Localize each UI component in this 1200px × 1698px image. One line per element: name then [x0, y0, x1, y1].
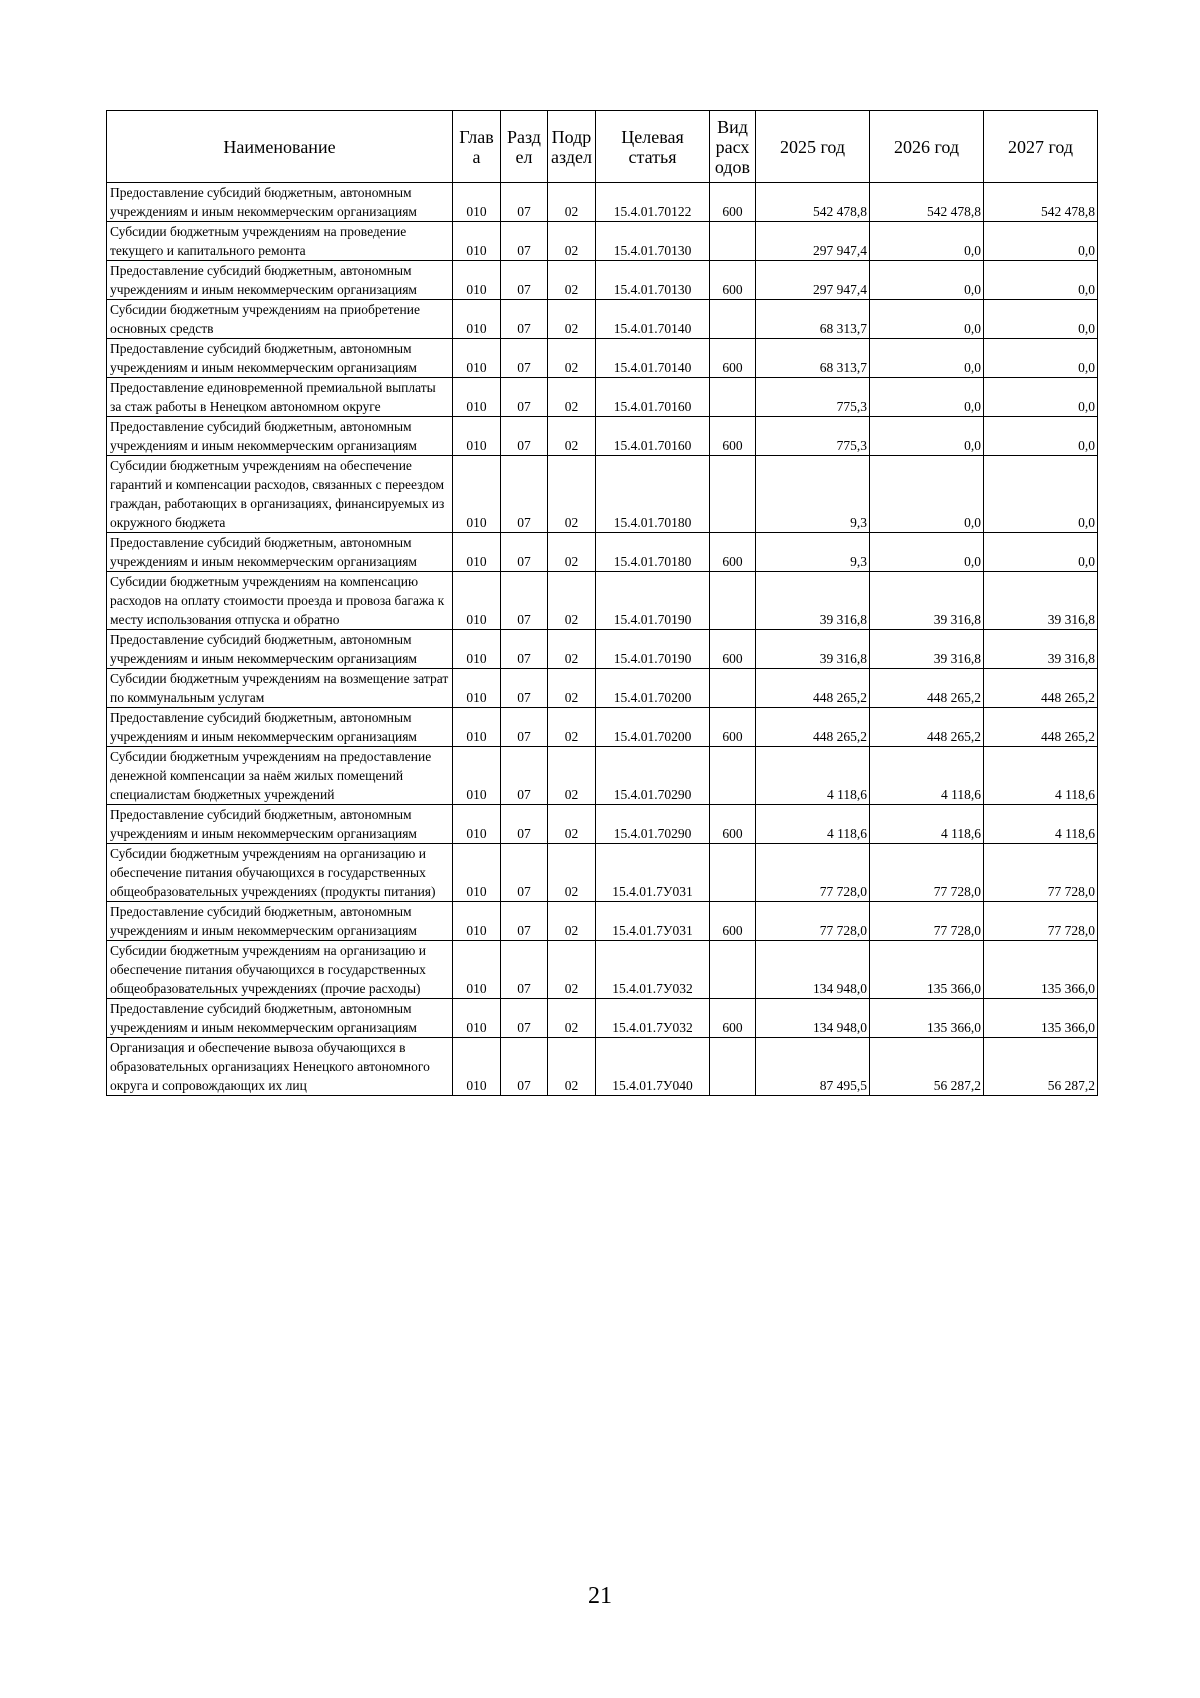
cell-2027: 135 366,0 — [984, 941, 1098, 999]
cell-name: Предоставление субсидий бюджетным, автономным учреждениям и иным некоммерческим организациям — [107, 708, 453, 747]
cell-2025: 4 118,6 — [756, 805, 870, 844]
cell-glava: 010 — [453, 747, 501, 805]
cell-2026: 39 316,8 — [870, 630, 984, 669]
cell-2026: 0,0 — [870, 417, 984, 456]
cell-2027: 0,0 — [984, 261, 1098, 300]
cell-glava: 010 — [453, 533, 501, 572]
cell-razdel: 07 — [501, 1038, 548, 1096]
cell-name: Предоставление субсидий бюджетным, автономным учреждениям и иным некоммерческим организациям — [107, 902, 453, 941]
cell-razdel: 07 — [501, 456, 548, 533]
cell-statya: 15.4.01.70180 — [596, 533, 710, 572]
cell-2026: 0,0 — [870, 533, 984, 572]
column-header-podrazdel: Подр аздел — [548, 111, 596, 183]
cell-2027: 0,0 — [984, 456, 1098, 533]
cell-2025: 134 948,0 — [756, 999, 870, 1038]
cell-razdel: 07 — [501, 339, 548, 378]
cell-podrazdel: 02 — [548, 1038, 596, 1096]
table-row — [107, 902, 1098, 941]
cell-2027: 542 478,8 — [984, 183, 1098, 222]
cell-glava: 010 — [453, 339, 501, 378]
cell-vid: 600 — [710, 533, 756, 572]
cell-vid — [710, 747, 756, 805]
cell-2026: 0,0 — [870, 300, 984, 339]
cell-2027: 0,0 — [984, 533, 1098, 572]
table-body — [107, 183, 1098, 1096]
cell-razdel: 07 — [501, 300, 548, 339]
cell-name: Субсидии бюджетным учреждениям на проведение текущего и капитального ремонта — [107, 222, 453, 261]
cell-vid — [710, 572, 756, 630]
cell-statya: 15.4.01.70200 — [596, 669, 710, 708]
cell-razdel: 07 — [501, 902, 548, 941]
column-header-2027: 2027 год — [984, 111, 1098, 183]
cell-2027: 4 118,6 — [984, 747, 1098, 805]
cell-statya: 15.4.01.7У032 — [596, 999, 710, 1038]
cell-razdel: 07 — [501, 999, 548, 1038]
cell-2025: 134 948,0 — [756, 941, 870, 999]
cell-podrazdel: 02 — [548, 300, 596, 339]
table-row — [107, 708, 1098, 747]
cell-podrazdel: 02 — [548, 902, 596, 941]
table-row — [107, 630, 1098, 669]
cell-2025: 775,3 — [756, 417, 870, 456]
cell-podrazdel: 02 — [548, 339, 596, 378]
cell-name: Субсидии бюджетным учреждениям на приобретение основных средств — [107, 300, 453, 339]
cell-2027: 0,0 — [984, 339, 1098, 378]
cell-name: Предоставление субсидий бюджетным, автономным учреждениям и иным некоммерческим организациям — [107, 261, 453, 300]
table-row — [107, 222, 1098, 261]
cell-2025: 87 495,5 — [756, 1038, 870, 1096]
table-row — [107, 300, 1098, 339]
cell-razdel: 07 — [501, 417, 548, 456]
cell-vid — [710, 456, 756, 533]
cell-statya: 15.4.01.70140 — [596, 339, 710, 378]
table-row — [107, 183, 1098, 222]
cell-razdel: 07 — [501, 844, 548, 902]
cell-statya: 15.4.01.7У031 — [596, 902, 710, 941]
cell-2026: 0,0 — [870, 339, 984, 378]
cell-name: Субсидии бюджетным учреждениям на предоставление денежной компенсации за наём жилых помещений специалистам бюджетных учреждений — [107, 747, 453, 805]
cell-glava: 010 — [453, 183, 501, 222]
cell-2025: 297 947,4 — [756, 222, 870, 261]
column-header-vid: Вид расх одов — [710, 111, 756, 183]
cell-2025: 775,3 — [756, 378, 870, 417]
cell-glava: 010 — [453, 941, 501, 999]
page-number: 21 — [588, 1583, 612, 1609]
cell-razdel: 07 — [501, 747, 548, 805]
cell-2026: 135 366,0 — [870, 941, 984, 999]
cell-razdel: 07 — [501, 630, 548, 669]
cell-2025: 542 478,8 — [756, 183, 870, 222]
cell-2026: 39 316,8 — [870, 572, 984, 630]
cell-statya: 15.4.01.70190 — [596, 630, 710, 669]
cell-vid: 600 — [710, 339, 756, 378]
cell-2026: 56 287,2 — [870, 1038, 984, 1096]
cell-vid — [710, 844, 756, 902]
cell-vid: 600 — [710, 183, 756, 222]
cell-statya: 15.4.01.70160 — [596, 417, 710, 456]
cell-name: Предоставление субсидий бюджетным, автономным учреждениям и иным некоммерческим организациям — [107, 339, 453, 378]
cell-name: Субсидии бюджетным учреждениям на возмещение затрат по коммунальным услугам — [107, 669, 453, 708]
cell-glava: 010 — [453, 378, 501, 417]
cell-name: Предоставление субсидий бюджетным, автономным учреждениям и иным некоммерческим организациям — [107, 183, 453, 222]
cell-2025: 39 316,8 — [756, 630, 870, 669]
table-row — [107, 533, 1098, 572]
cell-2025: 68 313,7 — [756, 339, 870, 378]
cell-vid: 600 — [710, 630, 756, 669]
cell-glava: 010 — [453, 844, 501, 902]
cell-2026: 0,0 — [870, 456, 984, 533]
cell-razdel: 07 — [501, 941, 548, 999]
column-header-name: Наименование — [107, 111, 453, 183]
cell-name: Предоставление субсидий бюджетным, автономным учреждениям и иным некоммерческим организациям — [107, 533, 453, 572]
column-header-statya: Целевая статья — [596, 111, 710, 183]
cell-statya: 15.4.01.70290 — [596, 805, 710, 844]
cell-glava: 010 — [453, 630, 501, 669]
cell-razdel: 07 — [501, 378, 548, 417]
cell-statya: 15.4.01.70130 — [596, 261, 710, 300]
cell-name: Субсидии бюджетным учреждениям на компенсацию расходов на оплату стоимости проезда и провоза багажа к месту использования отпуска и обратно — [107, 572, 453, 630]
cell-vid — [710, 941, 756, 999]
cell-razdel: 07 — [501, 805, 548, 844]
cell-podrazdel: 02 — [548, 844, 596, 902]
cell-2026: 0,0 — [870, 222, 984, 261]
table-row — [107, 339, 1098, 378]
cell-name: Субсидии бюджетным учреждениям на обеспечение гарантий и компенсации расходов, связанных с переездом граждан, работающих в организациях, финансируемых из окружного бюджета — [107, 456, 453, 533]
cell-razdel: 07 — [501, 222, 548, 261]
cell-vid — [710, 300, 756, 339]
cell-2026: 4 118,6 — [870, 805, 984, 844]
table-header-row — [107, 111, 1098, 183]
cell-podrazdel: 02 — [548, 941, 596, 999]
cell-name: Предоставление субсидий бюджетным, автономным учреждениям и иным некоммерческим организациям — [107, 417, 453, 456]
cell-name: Субсидии бюджетным учреждениям на организацию и обеспечение питания обучающихся в государственных общеобразовательных учреждениях (прочие расходы) — [107, 941, 453, 999]
table-row — [107, 1038, 1098, 1096]
table-row — [107, 417, 1098, 456]
cell-podrazdel: 02 — [548, 999, 596, 1038]
cell-2026: 77 728,0 — [870, 844, 984, 902]
table-row — [107, 941, 1098, 999]
cell-vid — [710, 222, 756, 261]
table-row — [107, 999, 1098, 1038]
cell-2025: 9,3 — [756, 533, 870, 572]
cell-name: Предоставление единовременной премиальной выплаты за стаж работы в Ненецком автономном округе — [107, 378, 453, 417]
cell-2025: 77 728,0 — [756, 902, 870, 941]
cell-glava: 010 — [453, 222, 501, 261]
cell-2025: 4 118,6 — [756, 747, 870, 805]
cell-2027: 448 265,2 — [984, 669, 1098, 708]
cell-glava: 010 — [453, 456, 501, 533]
cell-2027: 77 728,0 — [984, 902, 1098, 941]
cell-statya: 15.4.01.7У031 — [596, 844, 710, 902]
table-row — [107, 456, 1098, 533]
cell-2025: 297 947,4 — [756, 261, 870, 300]
table-row — [107, 844, 1098, 902]
column-header-razdel: Разд ел — [501, 111, 548, 183]
cell-glava: 010 — [453, 300, 501, 339]
cell-podrazdel: 02 — [548, 378, 596, 417]
table-row — [107, 805, 1098, 844]
table-row — [107, 747, 1098, 805]
cell-2026: 135 366,0 — [870, 999, 984, 1038]
cell-podrazdel: 02 — [548, 630, 596, 669]
cell-2026: 0,0 — [870, 378, 984, 417]
table-row — [107, 261, 1098, 300]
cell-statya: 15.4.01.70290 — [596, 747, 710, 805]
cell-glava: 010 — [453, 417, 501, 456]
cell-glava: 010 — [453, 261, 501, 300]
cell-vid: 600 — [710, 417, 756, 456]
cell-vid: 600 — [710, 902, 756, 941]
cell-2027: 135 366,0 — [984, 999, 1098, 1038]
cell-razdel: 07 — [501, 533, 548, 572]
cell-razdel: 07 — [501, 572, 548, 630]
cell-podrazdel: 02 — [548, 456, 596, 533]
cell-statya: 15.4.01.70130 — [596, 222, 710, 261]
cell-2027: 4 118,6 — [984, 805, 1098, 844]
table-row — [107, 669, 1098, 708]
cell-name: Субсидии бюджетным учреждениям на организацию и обеспечение питания обучающихся в государственных общеобразовательных учреждениях (продукты питания) — [107, 844, 453, 902]
cell-podrazdel: 02 — [548, 747, 596, 805]
cell-2027: 39 316,8 — [984, 630, 1098, 669]
cell-razdel: 07 — [501, 669, 548, 708]
cell-glava: 010 — [453, 708, 501, 747]
cell-2026: 4 118,6 — [870, 747, 984, 805]
cell-vid — [710, 669, 756, 708]
cell-vid: 600 — [710, 261, 756, 300]
cell-statya: 15.4.01.70122 — [596, 183, 710, 222]
cell-statya: 15.4.01.70200 — [596, 708, 710, 747]
cell-name: Организация и обеспечение вывоза обучающихся в образовательных организациях Ненецкого автономного округа и сопровождающих их лиц — [107, 1038, 453, 1096]
column-header-2026: 2026 год — [870, 111, 984, 183]
cell-2027: 77 728,0 — [984, 844, 1098, 902]
cell-podrazdel: 02 — [548, 708, 596, 747]
cell-podrazdel: 02 — [548, 572, 596, 630]
cell-podrazdel: 02 — [548, 261, 596, 300]
cell-vid — [710, 1038, 756, 1096]
cell-2025: 77 728,0 — [756, 844, 870, 902]
cell-glava: 010 — [453, 999, 501, 1038]
cell-2026: 448 265,2 — [870, 708, 984, 747]
cell-podrazdel: 02 — [548, 183, 596, 222]
cell-2026: 448 265,2 — [870, 669, 984, 708]
cell-2027: 0,0 — [984, 417, 1098, 456]
cell-statya: 15.4.01.70160 — [596, 378, 710, 417]
cell-2027: 0,0 — [984, 222, 1098, 261]
cell-2025: 448 265,2 — [756, 708, 870, 747]
cell-glava: 010 — [453, 1038, 501, 1096]
cell-vid: 600 — [710, 708, 756, 747]
cell-2025: 448 265,2 — [756, 669, 870, 708]
cell-2026: 0,0 — [870, 261, 984, 300]
cell-statya: 15.4.01.70140 — [596, 300, 710, 339]
cell-razdel: 07 — [501, 183, 548, 222]
cell-glava: 010 — [453, 805, 501, 844]
budget-table — [106, 110, 1098, 1096]
cell-2026: 77 728,0 — [870, 902, 984, 941]
cell-2027: 39 316,8 — [984, 572, 1098, 630]
cell-vid — [710, 378, 756, 417]
cell-podrazdel: 02 — [548, 533, 596, 572]
cell-podrazdel: 02 — [548, 805, 596, 844]
cell-2026: 542 478,8 — [870, 183, 984, 222]
cell-statya: 15.4.01.70190 — [596, 572, 710, 630]
cell-2025: 39 316,8 — [756, 572, 870, 630]
cell-podrazdel: 02 — [548, 417, 596, 456]
cell-vid: 600 — [710, 805, 756, 844]
cell-glava: 010 — [453, 572, 501, 630]
cell-razdel: 07 — [501, 261, 548, 300]
cell-statya: 15.4.01.7У040 — [596, 1038, 710, 1096]
cell-razdel: 07 — [501, 708, 548, 747]
cell-name: Предоставление субсидий бюджетным, автономным учреждениям и иным некоммерческим организациям — [107, 999, 453, 1038]
cell-2027: 56 287,2 — [984, 1038, 1098, 1096]
cell-statya: 15.4.01.70180 — [596, 456, 710, 533]
cell-glava: 010 — [453, 902, 501, 941]
cell-podrazdel: 02 — [548, 222, 596, 261]
cell-2027: 0,0 — [984, 300, 1098, 339]
cell-2027: 0,0 — [984, 378, 1098, 417]
column-header-glava: Глав а — [453, 111, 501, 183]
column-header-2025: 2025 год — [756, 111, 870, 183]
table-row — [107, 378, 1098, 417]
cell-name: Предоставление субсидий бюджетным, автономным учреждениям и иным некоммерческим организациям — [107, 630, 453, 669]
table-row — [107, 572, 1098, 630]
cell-2025: 9,3 — [756, 456, 870, 533]
cell-podrazdel: 02 — [548, 669, 596, 708]
cell-vid: 600 — [710, 999, 756, 1038]
cell-2027: 448 265,2 — [984, 708, 1098, 747]
cell-glava: 010 — [453, 669, 501, 708]
cell-name: Предоставление субсидий бюджетным, автономным учреждениям и иным некоммерческим организациям — [107, 805, 453, 844]
cell-2025: 68 313,7 — [756, 300, 870, 339]
cell-statya: 15.4.01.7У032 — [596, 941, 710, 999]
